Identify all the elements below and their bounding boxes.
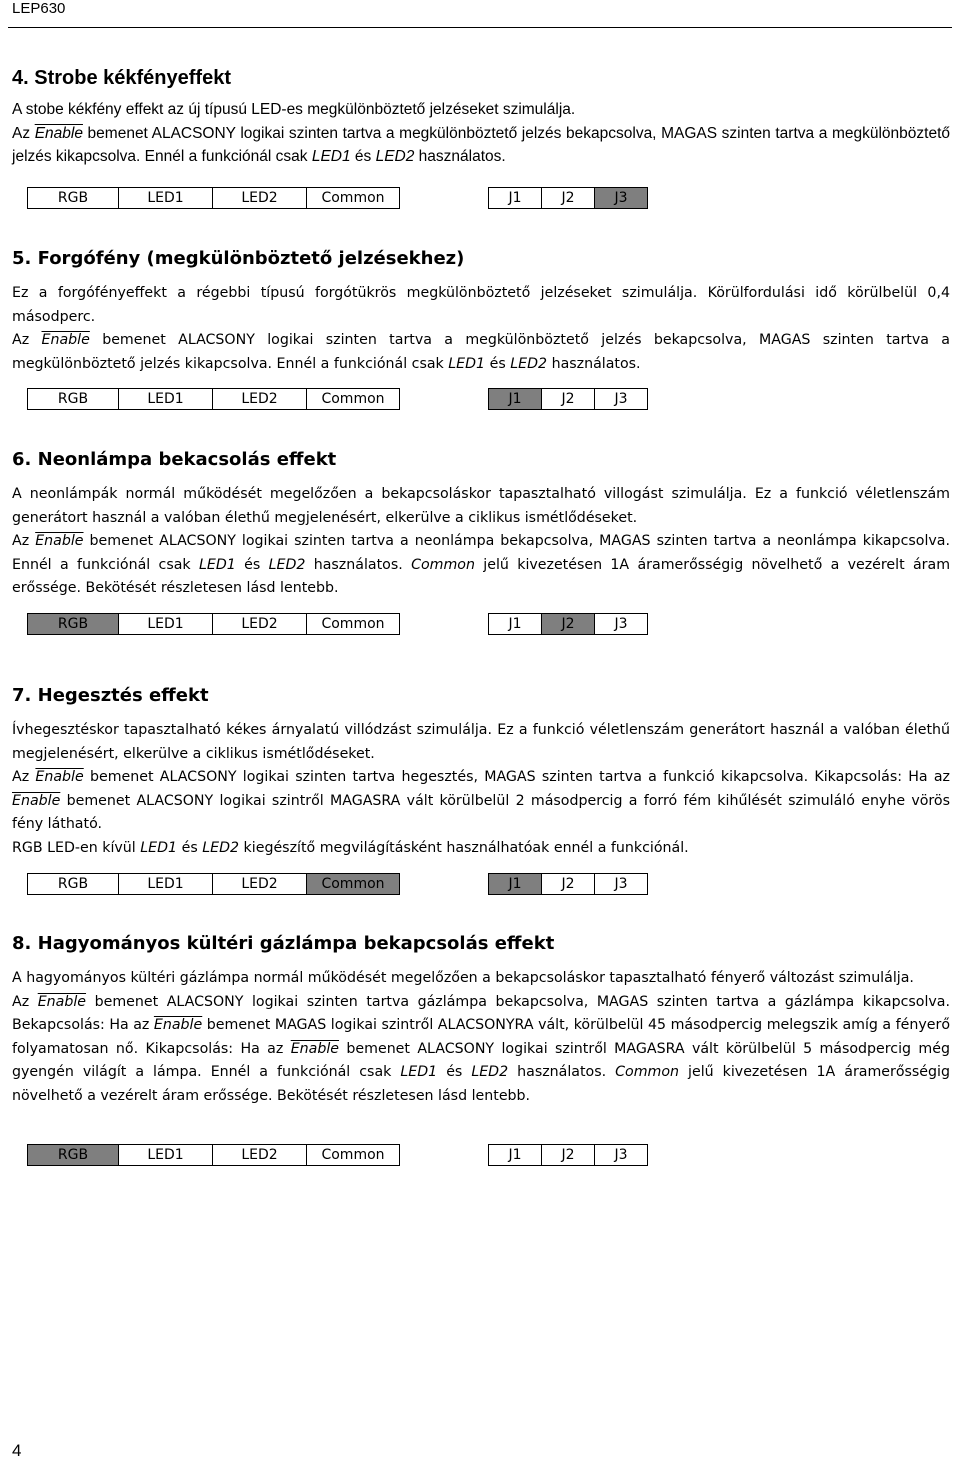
pin-led2: LED2: [212, 613, 307, 635]
pin-led1: LED1: [118, 1144, 213, 1166]
page-header-title: LEP630: [12, 0, 66, 17]
section-title: 5. Forgófény (megkülönböztető jelzésekhez): [12, 248, 465, 269]
pin-common: Common: [306, 1144, 400, 1166]
pin-j2-active: J2: [541, 613, 595, 635]
section-body: [12, 282, 950, 376]
pin-j3: J3: [594, 388, 648, 410]
pin-table: [27, 187, 648, 209]
section-strobe: [12, 66, 950, 169]
pin-table: [27, 1144, 648, 1166]
paragraph: A hagyományos kültéri gázlámpa normál működését megelőzően a bekapcsoláskor tapasztalható fényerő változást szimulálja.: [12, 970, 914, 986]
paragraph: RGB LED-en kívül LED1 és LED2 kiegészítő megvilágításként használhatóak ennél a funkciónál.: [12, 839, 689, 856]
pin-j2: J2: [541, 1144, 595, 1166]
pin-j3: J3: [594, 613, 648, 635]
led2-ref: LED2: [202, 839, 240, 856]
pin-led2: LED2: [212, 388, 307, 410]
section-title: 8. Hagyományos kültéri gázlámpa bekapcsolás effekt: [12, 933, 555, 954]
paragraph: Ez a forgófényeffekt a régebbi típusú forgótükrös megkülönböztető jelzéseket szimulálja. Körülfordulási idő körülbelül 0,4 másodperc.: [12, 285, 950, 325]
paragraph: Az Enable bemenet ALACSONY logikai szinten tartva hegesztés, MAGAS szinten tartva a funkció kikapcsolva. Kikapcsolás: Ha az Enable bemenet ALACSONY logikai szintről MAGASRA vált körülbelül 2 másodpercig a forró fém kihűlését szimuláló enyhe vörös fény látható.: [12, 769, 950, 832]
led1-ref: LED1: [311, 148, 351, 165]
paragraph: Ívhegesztéskor tapasztalható kékes árnyalatú villódzást szimulálja. Ez a funkció véletlenszám generátort használ a valóban élethű megjelenésért, elkerülve a ciklikus ismétlődéseket.: [12, 722, 950, 762]
enable-signal: Enable: [153, 1017, 203, 1033]
led1-ref: LED1: [448, 355, 486, 372]
section-welding: [12, 684, 950, 860]
pin-table: [27, 873, 648, 895]
enable-signal: Enable: [37, 993, 87, 1010]
pin-j3-active: J3: [594, 187, 648, 209]
pin-led2: LED2: [212, 187, 307, 209]
pin-common: Common: [306, 187, 400, 209]
paragraph: Az Enable bemenet ALACSONY logikai szinten tartva a neonlámpa bekapcsolva, MAGAS szinten tartva a neonlámpa kikapcsolva. Ennél a funkciónál csak LED1 és LED2 használatos. Common jelű kivezetésen 1A áramerősségig növelhető a vezérelt áram erőssége. Bekötését részletesen lásd lentebb.: [12, 533, 951, 596]
pin-j2: J2: [541, 873, 595, 895]
pin-j2: J2: [541, 388, 595, 410]
section-rotating-light: [12, 247, 950, 376]
section-title: 4. Strobe kékfényeffekt: [12, 67, 231, 89]
led1-ref: LED1: [140, 839, 178, 856]
pin-led2: LED2: [212, 873, 307, 895]
pin-rgb: RGB: [27, 873, 119, 895]
pin-rgb-active: RGB: [27, 613, 119, 635]
section-title: 7. Hegesztés effekt: [12, 685, 209, 706]
pin-j2: J2: [541, 187, 595, 209]
enable-signal: Enable: [12, 792, 61, 809]
pin-j3: J3: [594, 1144, 648, 1166]
header-divider: [8, 27, 952, 28]
pin-j3: J3: [594, 873, 648, 895]
common-ref: Common: [615, 1064, 680, 1080]
pin-common-active: Common: [306, 873, 400, 895]
page-number: 4: [12, 1441, 22, 1460]
pin-j1: J1: [488, 1144, 542, 1166]
pin-j1: J1: [488, 613, 542, 635]
enable-signal: Enable: [41, 332, 90, 348]
pin-table: [27, 613, 648, 635]
enable-signal: Enable: [35, 533, 84, 549]
paragraph: Az Enable bemenet ALACSONY logikai szinten tartva gázlámpa bekapcsolva, MAGAS szinten tartva a gázlámpa kikapcsolva. Bekapcsolás: Ha az Enable bemenet MAGAS logikai szintről ALACSONYRA vált, körülbelül 45 másodpercig melegszik amíg a fényerő folyamatosan nő. Kikapcsolás: Ha az Enable bemenet ALACSONY logikai szintről MAGASRA vált körülbelül 5 másodpercig még gyengén világít a lámpa. Ennél a funkciónál csak LED1 és LED2 használatos. Common jelű kivezetésen 1A áramerősségig növelhető a vezérelt áram erőssége. Bekötését részletesen lásd lentebb.: [12, 993, 951, 1104]
led2-ref: LED2: [471, 1064, 509, 1080]
section-body: [12, 98, 950, 169]
common-ref: Common: [411, 556, 475, 573]
led2-ref: LED2: [268, 556, 306, 573]
pin-led2: LED2: [212, 1144, 307, 1166]
led2-ref: LED2: [510, 355, 548, 372]
paragraph: A stobe kékfény effekt az új típusú LED-es megkülönböztető jelzéseket szimulálja.: [12, 101, 576, 118]
pin-rgb: RGB: [27, 388, 119, 410]
section-body: [12, 483, 950, 601]
paragraph: A neonlámpák normál működését megelőzően a bekapcsoláskor tapasztalható villogást szimulálja. Ez a funkció véletlenszám generátort használ a valóban élethű megjelenésért, elkerülve a ciklikus ismétlődéseket.: [12, 486, 950, 526]
enable-signal: Enable: [35, 769, 84, 785]
enable-signal: Enable: [290, 1040, 340, 1057]
section-neon-lamp: [12, 448, 950, 601]
pin-table: [27, 388, 648, 410]
pin-common: Common: [306, 613, 400, 635]
paragraph: Az Enable bemenet ALACSONY logikai szinten tartva a megkülönböztető jelzés bekapcsolva, MAGAS szinten tartva a megkülönböztető jelzés kikapcsolva. Ennél a funkciónál csak LED1 és LED2 használatos.: [12, 332, 950, 372]
pin-common: Common: [306, 388, 400, 410]
section-body: [12, 719, 950, 860]
led2-ref: LED2: [375, 148, 415, 165]
pin-led1: LED1: [118, 388, 213, 410]
pin-led1: LED1: [118, 613, 213, 635]
section-body: [12, 967, 950, 1108]
section-title: 6. Neonlámpa bekacsolás effekt: [12, 449, 337, 470]
paragraph: Az Enable bemenet ALACSONY logikai szinten tartva a megkülönböztető jelzés bekapcsolva, MAGAS szinten tartva a megkülönböztető jelzés kikapcsolva. Ennél a funkciónál csak LED1 és LED2 használatos.: [12, 124, 950, 165]
pin-rgb: RGB: [27, 187, 119, 209]
pin-j1-active: J1: [488, 873, 542, 895]
pin-rgb-active: RGB: [27, 1144, 119, 1166]
led1-ref: LED1: [400, 1064, 438, 1080]
pin-led1: LED1: [118, 187, 213, 209]
section-gas-lamp: [12, 932, 950, 1108]
led1-ref: LED1: [198, 556, 236, 573]
pin-j1: J1: [488, 187, 542, 209]
enable-signal: Enable: [34, 124, 83, 142]
pin-led1: LED1: [118, 873, 213, 895]
pin-j1-active: J1: [488, 388, 542, 410]
